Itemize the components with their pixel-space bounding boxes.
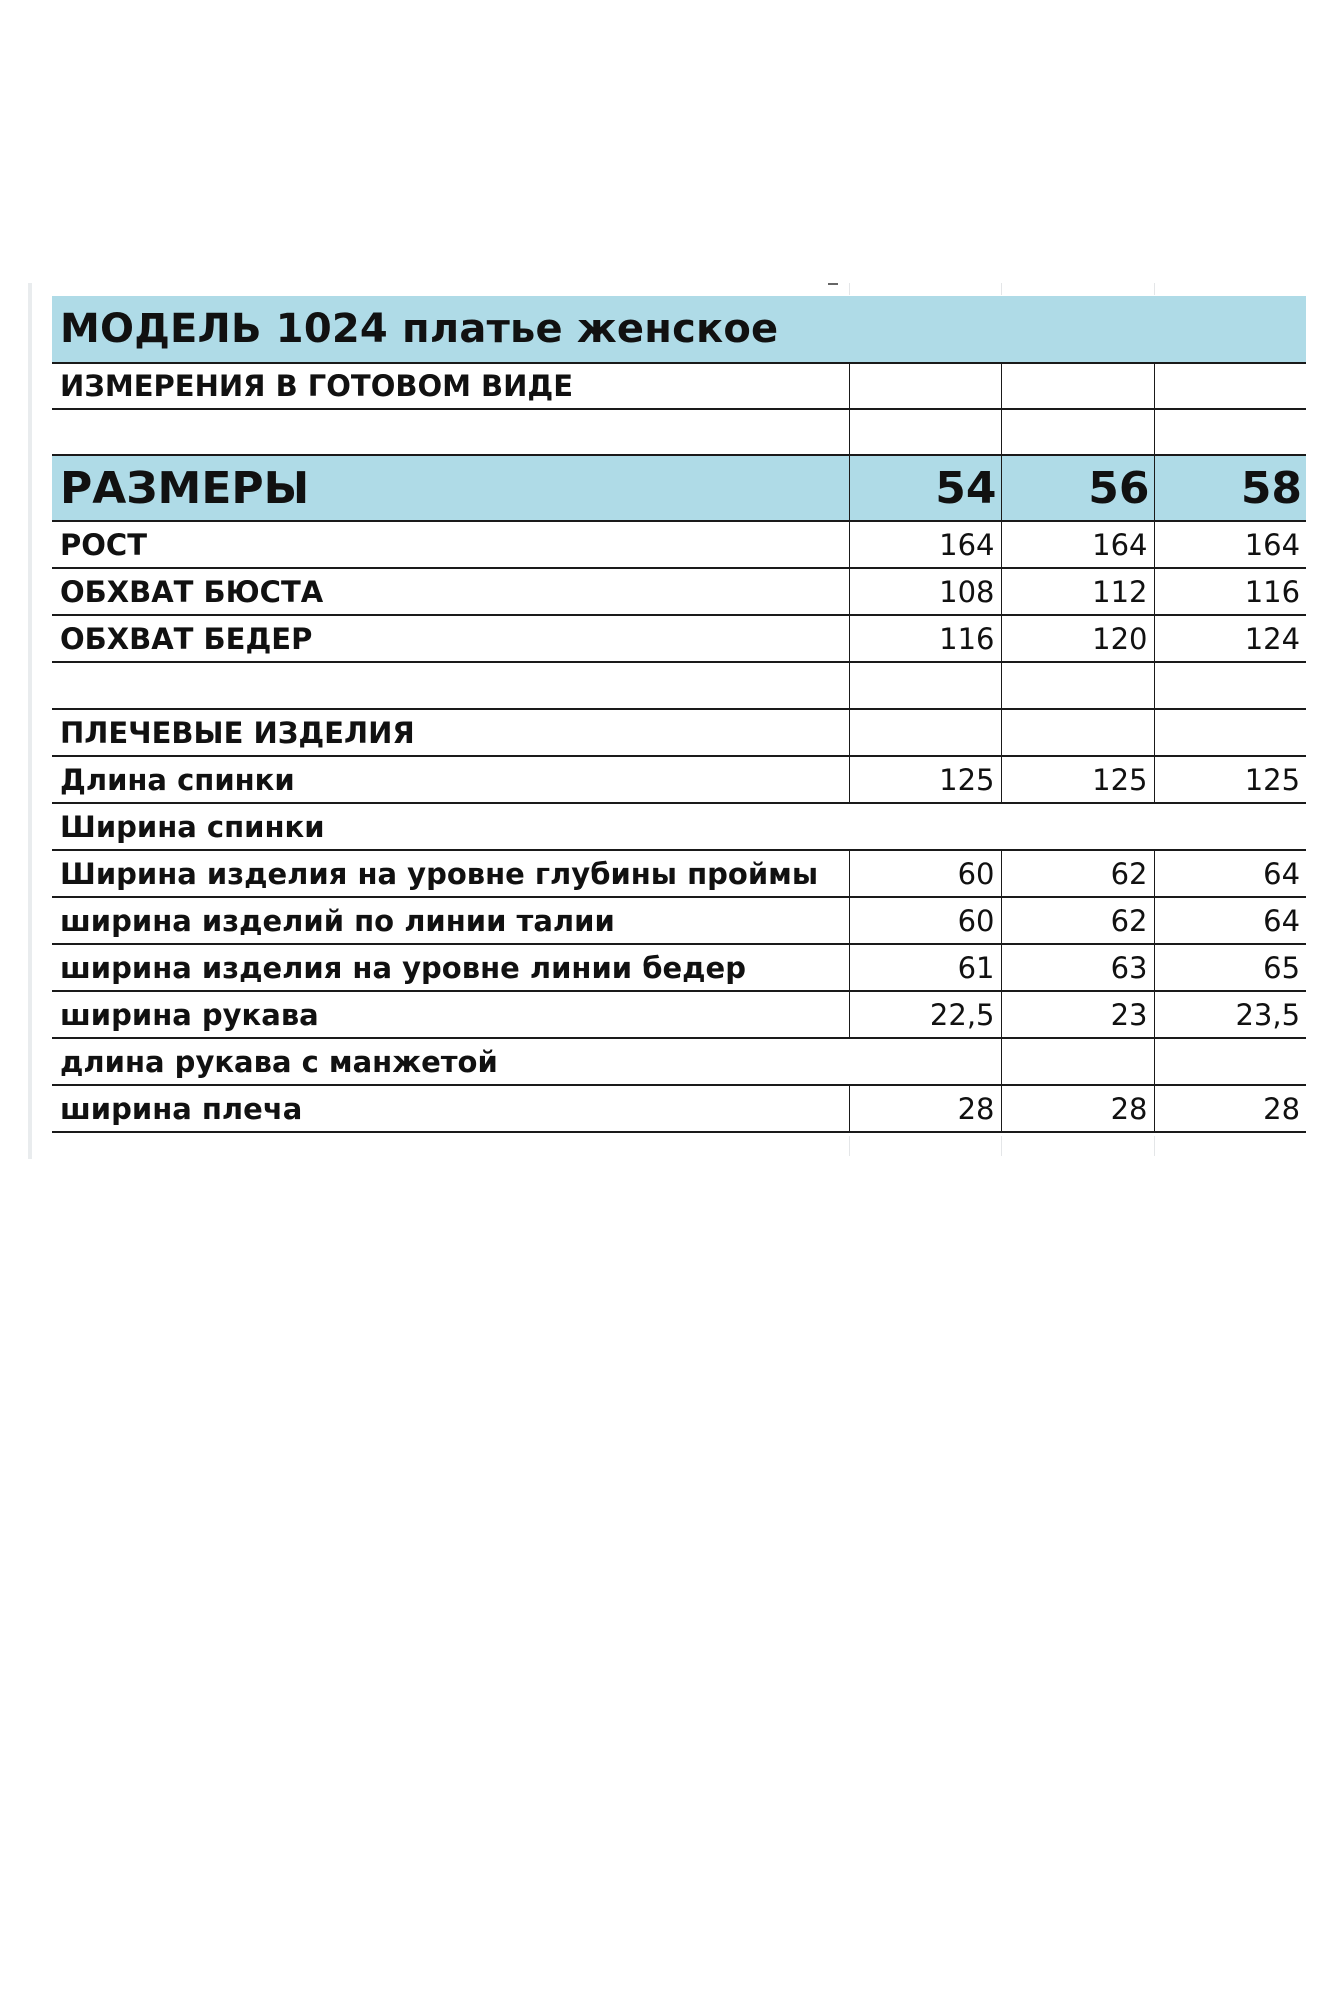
empty-cell[interactable] [1001,363,1154,409]
row-value[interactable]: 64 [1154,850,1306,897]
section-row [52,709,1306,756]
row-value[interactable]: 124 [1154,615,1306,662]
table-row [52,1085,1306,1132]
row-value[interactable]: 28 [849,1085,1001,1132]
subtitle-row [52,363,1306,409]
sheet-top-mark [828,283,838,285]
empty-cell[interactable] [849,709,1001,756]
blank-row [52,662,1306,709]
table-row [52,991,1306,1038]
row-value[interactable]: 125 [1154,756,1306,803]
row-label[interactable]: Ширина спинки [52,803,849,850]
row-value[interactable]: 61 [849,944,1001,991]
empty-cell[interactable] [1154,363,1306,409]
row-label[interactable]: Ширина изделия на уровне глубины проймы [52,850,849,897]
table-row [52,803,1306,850]
row-value[interactable] [849,803,1001,850]
row-value[interactable]: 23,5 [1154,991,1306,1038]
row-value[interactable]: 28 [1001,1085,1154,1132]
row-value[interactable]: 60 [849,897,1001,944]
row-value[interactable]: 62 [1001,850,1154,897]
table-row [52,756,1306,803]
row-value[interactable]: 116 [1154,568,1306,615]
table-row [52,1038,1306,1085]
row-value[interactable]: 164 [1001,521,1154,568]
empty-cell[interactable] [1001,709,1154,756]
empty-cell[interactable] [52,662,849,709]
sizes-label[interactable]: РАЗМЕРЫ [52,455,849,521]
table-row [52,615,1306,662]
row-value[interactable]: 64 [1154,897,1306,944]
row-value[interactable] [1154,1038,1306,1085]
row-label[interactable]: Длина спинки [52,756,849,803]
row-value[interactable]: 65 [1154,944,1306,991]
row-label[interactable]: ширина рукава [52,991,849,1038]
row-value[interactable]: 116 [849,615,1001,662]
sheet-bottom-gridline [1001,1136,1002,1156]
row-label[interactable]: ширина изделия на уровне линии бедер [52,944,849,991]
row-value[interactable] [1001,803,1154,850]
table-row [52,897,1306,944]
row-label[interactable]: длина рукава с манжетой [52,1038,849,1085]
row-value[interactable]: 28 [1154,1085,1306,1132]
row-value[interactable]: 120 [1001,615,1154,662]
section-label[interactable]: ПЛЕЧЕВЫЕ ИЗДЕЛИЯ [52,709,849,756]
empty-cell[interactable] [849,662,1001,709]
row-value[interactable]: 125 [1001,756,1154,803]
row-value[interactable]: 60 [849,850,1001,897]
empty-cell[interactable] [849,409,1001,455]
row-label[interactable]: ширина плеча [52,1085,849,1132]
empty-cell[interactable] [52,409,849,455]
size-54-header[interactable]: 54 [849,455,1001,521]
sheet-bottom-gridline [1154,1136,1155,1156]
row-value[interactable] [1001,1038,1154,1085]
row-label-height[interactable]: РОСТ [52,521,849,568]
row-label-bust[interactable]: ОБХВАТ БЮСТА [52,568,849,615]
size-58-header[interactable]: 58 [1154,455,1306,521]
sheet-top-gridline [1154,283,1155,295]
size-chart-table [52,296,1306,1133]
size-56-header[interactable]: 56 [1001,455,1154,521]
sheet-top-gridline [849,283,850,295]
measurements-subtitle[interactable]: ИЗМЕРЕНИЯ В ГОТОВОМ ВИДЕ [52,363,849,409]
empty-cell[interactable] [849,363,1001,409]
title-row [52,296,1306,363]
blank-row [52,409,1306,455]
empty-cell[interactable] [1001,409,1154,455]
sheet-bottom-gridline [849,1136,850,1156]
empty-cell[interactable] [1154,409,1306,455]
model-title[interactable]: МОДЕЛЬ 1024 платье женское [52,296,1306,363]
row-value[interactable]: 112 [1001,568,1154,615]
row-value[interactable]: 22,5 [849,991,1001,1038]
row-value[interactable] [849,1038,1001,1085]
row-value[interactable]: 23 [1001,991,1154,1038]
row-label-hips[interactable]: ОБХВАТ БЕДЕР [52,615,849,662]
row-value[interactable]: 125 [849,756,1001,803]
table-row [52,568,1306,615]
sheet-left-gridline [28,283,32,1159]
sheet-top-gridline [1001,283,1002,295]
empty-cell[interactable] [1154,709,1306,756]
empty-cell[interactable] [1001,662,1154,709]
sizes-header-row [52,455,1306,521]
row-value[interactable]: 164 [1154,521,1306,568]
table-row [52,944,1306,991]
empty-cell[interactable] [1154,662,1306,709]
row-value[interactable]: 63 [1001,944,1154,991]
table-row [52,850,1306,897]
row-value[interactable] [1154,803,1306,850]
row-label[interactable]: ширина изделий по линии талии [52,897,849,944]
row-value[interactable]: 164 [849,521,1001,568]
row-value[interactable]: 62 [1001,897,1154,944]
table-row [52,521,1306,568]
row-value[interactable]: 108 [849,568,1001,615]
